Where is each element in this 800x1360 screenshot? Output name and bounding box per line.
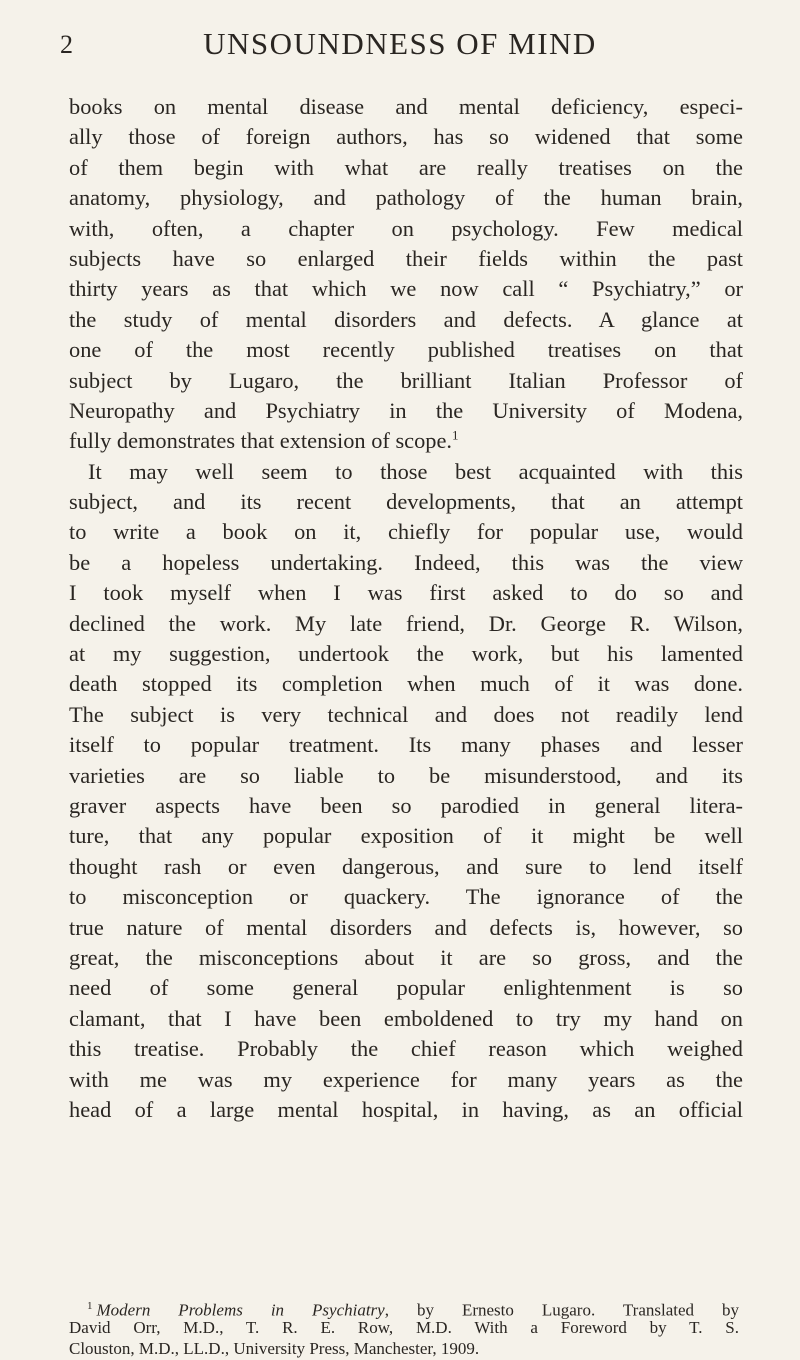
footnote-marker: 1	[87, 1300, 93, 1312]
text-line: head of a large mental hospital, in having, as an official	[69, 1096, 743, 1122]
text-line: itself to popular treatment. Its many phases and lesser	[69, 732, 743, 758]
text-line: subjects have so enlarged their fields within the past	[69, 245, 743, 271]
text-line: It may well seem to those best acquainted with this	[88, 458, 743, 484]
text-line: great, the misconceptions about it are so gross, and the	[69, 944, 743, 970]
text-line: need of some general popular enlightenment is so	[69, 975, 743, 1001]
text-line: at my suggestion, undertook the work, but his lamented	[69, 641, 743, 667]
footnote-text: , by Ernesto Lugaro. Translated by	[384, 1300, 740, 1320]
text-line: subject by Lugaro, the brilliant Italian Professor of	[69, 367, 743, 393]
footnote	[69, 1296, 739, 1359]
text-line: anatomy, physiology, and pathology of the human brain,	[69, 185, 743, 211]
text-line: books on mental disease and mental deficiency, especi-	[69, 94, 743, 119]
text-line: true nature of mental disorders and defects is, however, so	[69, 914, 743, 940]
body-text	[69, 92, 743, 1125]
footnote-line	[69, 1296, 740, 1320]
text-line: varieties are so liable to be misunderstood, and its	[69, 762, 743, 788]
text-line: graver aspects have been so parodied in general litera-	[69, 792, 743, 818]
text-line: clamant, that I have been emboldened to try my hand on	[69, 1005, 743, 1031]
page-header	[0, 22, 800, 62]
text-line: to write a book on it, chiefly for popular use, would	[69, 519, 743, 545]
text-line: to misconception or quackery. The ignorance of the	[69, 884, 743, 910]
footnote-line: Clouston, M.D., LL.D., University Press, Manchester, 1909.	[69, 1339, 480, 1358]
text-line: with me was my experience for many years as the	[69, 1066, 743, 1092]
text-line: be a hopeless undertaking. Indeed, this was the view	[69, 549, 743, 575]
text-line: Neuropathy and Psychiatry in the University of Modena,	[69, 397, 743, 423]
text-line: subject, and its recent developments, that an attempt	[69, 489, 743, 515]
page-number: 2	[60, 30, 73, 59]
cited-book-title: Modern Problems in Psychiatry	[96, 1300, 385, 1320]
text-line: with, often, a chapter on psychology. Few medical	[69, 215, 743, 241]
text-line: one of the most recently published treatises on that	[69, 337, 743, 363]
text-line: thought rash or even dangerous, and sure to lend itself	[69, 853, 743, 879]
text-line: ally those of foreign authors, has so widened that some	[69, 124, 743, 150]
text-line: ture, that any popular exposition of it might be well	[69, 823, 743, 849]
footnote-line: David Orr, M.D., T. R. E. Row, M.D. With a Foreword by T. S.	[69, 1318, 739, 1337]
text-line: the study of mental disorders and defects. A glance at	[69, 306, 743, 332]
paragraph-end-line	[69, 426, 743, 456]
text-line: thirty years as that which we now call “ Psychiatry,” or	[69, 276, 743, 302]
text-line: The subject is very technical and does not readily lend	[69, 701, 743, 727]
text-line: fully demonstrates that extension of scope.	[69, 428, 453, 454]
text-line: I took myself when I was first asked to do so and	[69, 580, 743, 606]
text-line: this treatise. Probably the chief reason which weighed	[69, 1036, 743, 1062]
text-line: declined the work. My late friend, Dr. George R. Wilson,	[69, 610, 743, 636]
footnote-reference[interactable]: 1	[452, 427, 459, 443]
text-line: of them begin with what are really treatises on the	[69, 154, 743, 180]
running-title: UNSOUNDNESS OF MIND	[203, 26, 597, 61]
text-line: death stopped its completion when much of it was done.	[69, 671, 743, 697]
